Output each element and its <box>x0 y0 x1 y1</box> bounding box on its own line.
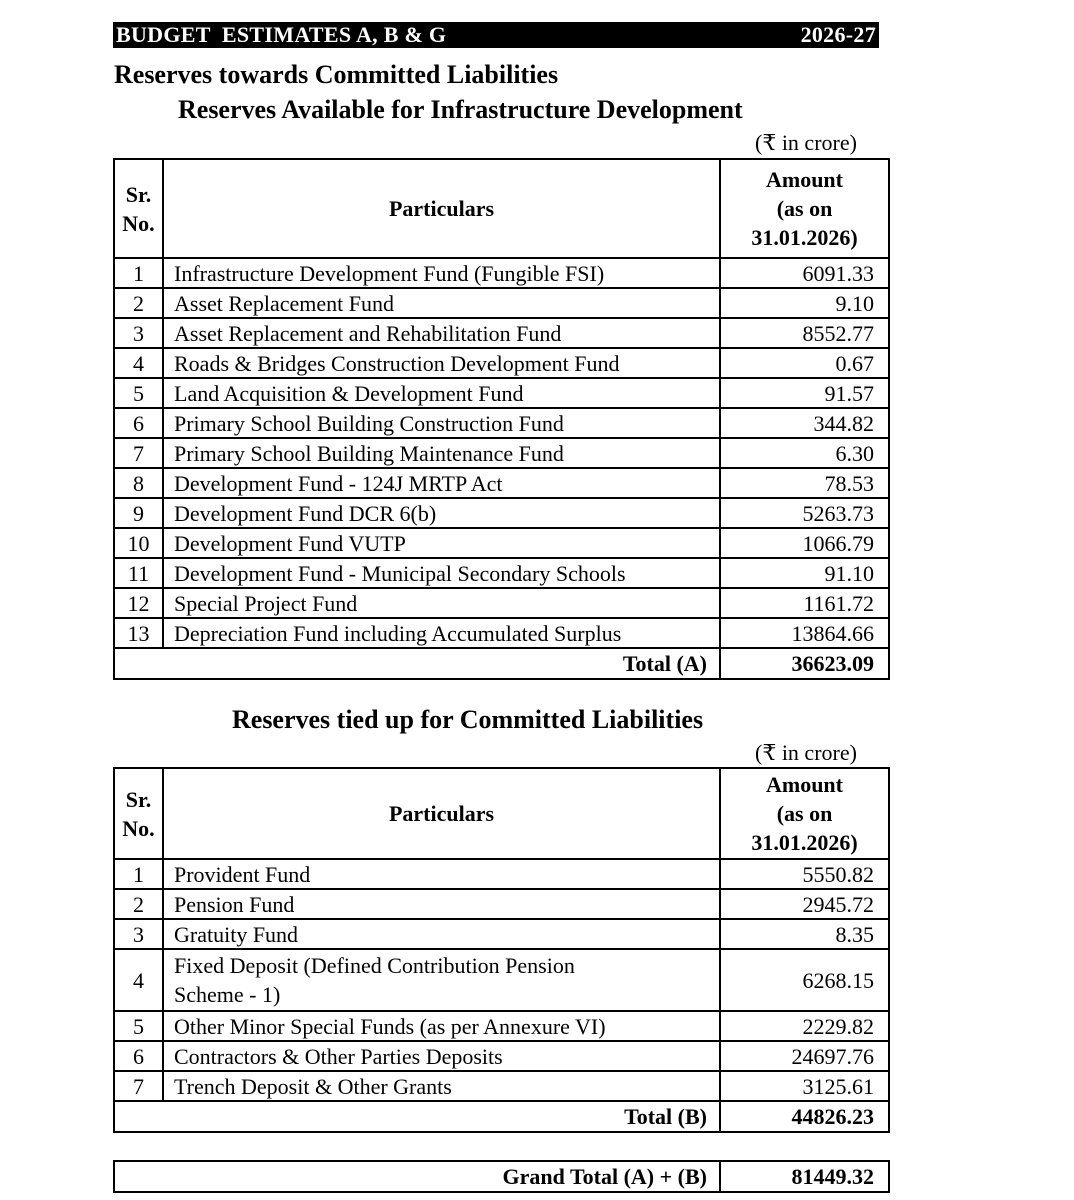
total-blank-cell <box>114 648 163 679</box>
table-row <box>114 889 889 919</box>
sr-header-line2: No. <box>122 815 155 841</box>
amount-cell: 6091.33 <box>720 258 889 288</box>
page-title: Reserves towards Committed Liabilities <box>114 60 559 89</box>
table-a-total-row <box>114 648 889 679</box>
sr-cell: 7 <box>114 1071 163 1101</box>
sr-cell: 2 <box>114 288 163 318</box>
particulars-cell <box>163 949 720 1011</box>
grand-total-label: Grand Total (A) + (B) <box>114 1161 720 1192</box>
particulars-cell: Provident Fund <box>163 859 720 889</box>
particulars-cell: Primary School Building Construction Fund <box>163 408 720 438</box>
table-row <box>114 258 889 288</box>
amount-header <box>720 768 889 859</box>
section-b-unit: (₹ in crore) <box>755 740 857 765</box>
amount-cell: 6.30 <box>720 438 889 468</box>
sr-header-line1: Sr. <box>125 181 152 207</box>
particulars-line2: Scheme - 1) <box>174 982 281 1007</box>
amount-header <box>720 159 889 258</box>
table-row <box>114 859 889 889</box>
section-a-unit: (₹ in crore) <box>755 130 857 155</box>
particulars-cell: Development Fund - 124J MRTP Act <box>163 468 720 498</box>
header-year: 2026-27 <box>800 22 876 47</box>
amount-header-line1: Amount <box>765 167 843 192</box>
particulars-cell: Contractors & Other Parties Deposits <box>163 1041 720 1071</box>
particulars-cell: Asset Replacement Fund <box>163 288 720 318</box>
total-a-label: Total (A) <box>163 648 720 679</box>
table-row <box>114 318 889 348</box>
particulars-cell: Depreciation Fund including Accumulated Surplus <box>163 618 720 648</box>
grand-total-value: 81449.32 <box>720 1161 889 1192</box>
table-a <box>113 158 890 680</box>
amount-header-line2: (as on <box>776 801 833 826</box>
amount-cell: 3125.61 <box>720 1071 889 1101</box>
amount-cell: 8552.77 <box>720 318 889 348</box>
sr-cell: 4 <box>114 949 163 1011</box>
grand-total-table <box>113 1160 890 1193</box>
table-row <box>114 468 889 498</box>
amount-header-line1: Amount <box>765 772 843 797</box>
table-row <box>114 1071 889 1101</box>
sr-cell: 7 <box>114 438 163 468</box>
section-a-title: Reserves Available for Infrastructure Development <box>178 95 743 124</box>
sr-cell: 4 <box>114 348 163 378</box>
amount-cell: 8.35 <box>720 919 889 949</box>
table-row <box>114 919 889 949</box>
sr-cell: 12 <box>114 588 163 618</box>
particulars-cell: Special Project Fund <box>163 588 720 618</box>
particulars-header: Particulars <box>163 768 720 859</box>
table-row <box>114 288 889 318</box>
table-row <box>114 1041 889 1071</box>
amount-cell: 9.10 <box>720 288 889 318</box>
particulars-cell: Pension Fund <box>163 889 720 919</box>
table-row <box>114 558 889 588</box>
particulars-header: Particulars <box>163 159 720 258</box>
table-row <box>114 618 889 648</box>
sr-cell: 10 <box>114 528 163 558</box>
table-row <box>114 1011 889 1041</box>
amount-cell: 13864.66 <box>720 618 889 648</box>
particulars-cell: Infrastructure Development Fund (Fungible FSI) <box>163 258 720 288</box>
particulars-cell: Roads & Bridges Construction Development Fund <box>163 348 720 378</box>
particulars-cell: Development Fund DCR 6(b) <box>163 498 720 528</box>
sr-cell: 5 <box>114 1011 163 1041</box>
header-title: BUDGET ESTIMATES A, B & G <box>116 22 447 47</box>
sr-cell: 1 <box>114 258 163 288</box>
section-b-title: Reserves tied up for Committed Liabilities <box>232 705 704 734</box>
table-row <box>114 378 889 408</box>
table-row <box>114 588 889 618</box>
amount-cell: 2229.82 <box>720 1011 889 1041</box>
sr-no-header <box>114 768 163 859</box>
total-b-value: 44826.23 <box>720 1101 889 1132</box>
particulars-cell: Gratuity Fund <box>163 919 720 949</box>
grand-total-row <box>114 1161 889 1192</box>
particulars-cell: Other Minor Special Funds (as per Annexure VI) <box>163 1011 720 1041</box>
amount-cell: 0.67 <box>720 348 889 378</box>
amount-header-line3: 31.01.2026) <box>751 225 858 250</box>
amount-cell: 1066.79 <box>720 528 889 558</box>
sr-cell: 9 <box>114 498 163 528</box>
table-b-total-row <box>114 1101 889 1132</box>
amount-cell: 91.10 <box>720 558 889 588</box>
amount-header-line3: 31.01.2026) <box>751 830 858 855</box>
amount-cell: 2945.72 <box>720 889 889 919</box>
sr-header-line1: Sr. <box>125 786 152 812</box>
total-b-label: Total (B) <box>163 1101 720 1132</box>
table-b-header-row <box>114 768 889 859</box>
table-row <box>114 438 889 468</box>
document-header-bar <box>113 22 879 48</box>
sr-cell: 1 <box>114 859 163 889</box>
particulars-cell: Development Fund VUTP <box>163 528 720 558</box>
particulars-cell: Asset Replacement and Rehabilitation Fund <box>163 318 720 348</box>
sr-cell: 3 <box>114 318 163 348</box>
sr-no-header <box>114 159 163 258</box>
amount-cell: 5550.82 <box>720 859 889 889</box>
amount-cell: 344.82 <box>720 408 889 438</box>
sr-header-line2: No. <box>122 210 155 236</box>
amount-cell: 1161.72 <box>720 588 889 618</box>
amount-cell: 91.57 <box>720 378 889 408</box>
particulars-cell: Land Acquisition & Development Fund <box>163 378 720 408</box>
total-a-value: 36623.09 <box>720 648 889 679</box>
table-row <box>114 348 889 378</box>
particulars-line1: Fixed Deposit (Defined Contribution Pension <box>174 953 575 978</box>
amount-cell: 24697.76 <box>720 1041 889 1071</box>
amount-cell: 78.53 <box>720 468 889 498</box>
sr-cell: 5 <box>114 378 163 408</box>
table-row <box>114 498 889 528</box>
sr-cell: 8 <box>114 468 163 498</box>
table-a-header-row <box>114 159 889 258</box>
amount-cell: 6268.15 <box>720 949 889 1011</box>
particulars-cell: Trench Deposit & Other Grants <box>163 1071 720 1101</box>
amount-cell: 5263.73 <box>720 498 889 528</box>
particulars-cell: Primary School Building Maintenance Fund <box>163 438 720 468</box>
sr-cell: 2 <box>114 889 163 919</box>
table-row <box>114 528 889 558</box>
sr-cell: 13 <box>114 618 163 648</box>
table-b <box>113 767 890 1133</box>
sr-cell: 6 <box>114 1041 163 1071</box>
sr-cell: 11 <box>114 558 163 588</box>
particulars-cell: Development Fund - Municipal Secondary Schools <box>163 558 720 588</box>
table-row <box>114 408 889 438</box>
sr-cell: 6 <box>114 408 163 438</box>
amount-header-line2: (as on <box>776 196 833 221</box>
sr-cell: 3 <box>114 919 163 949</box>
table-row <box>114 949 889 1011</box>
total-blank-cell <box>114 1101 163 1132</box>
